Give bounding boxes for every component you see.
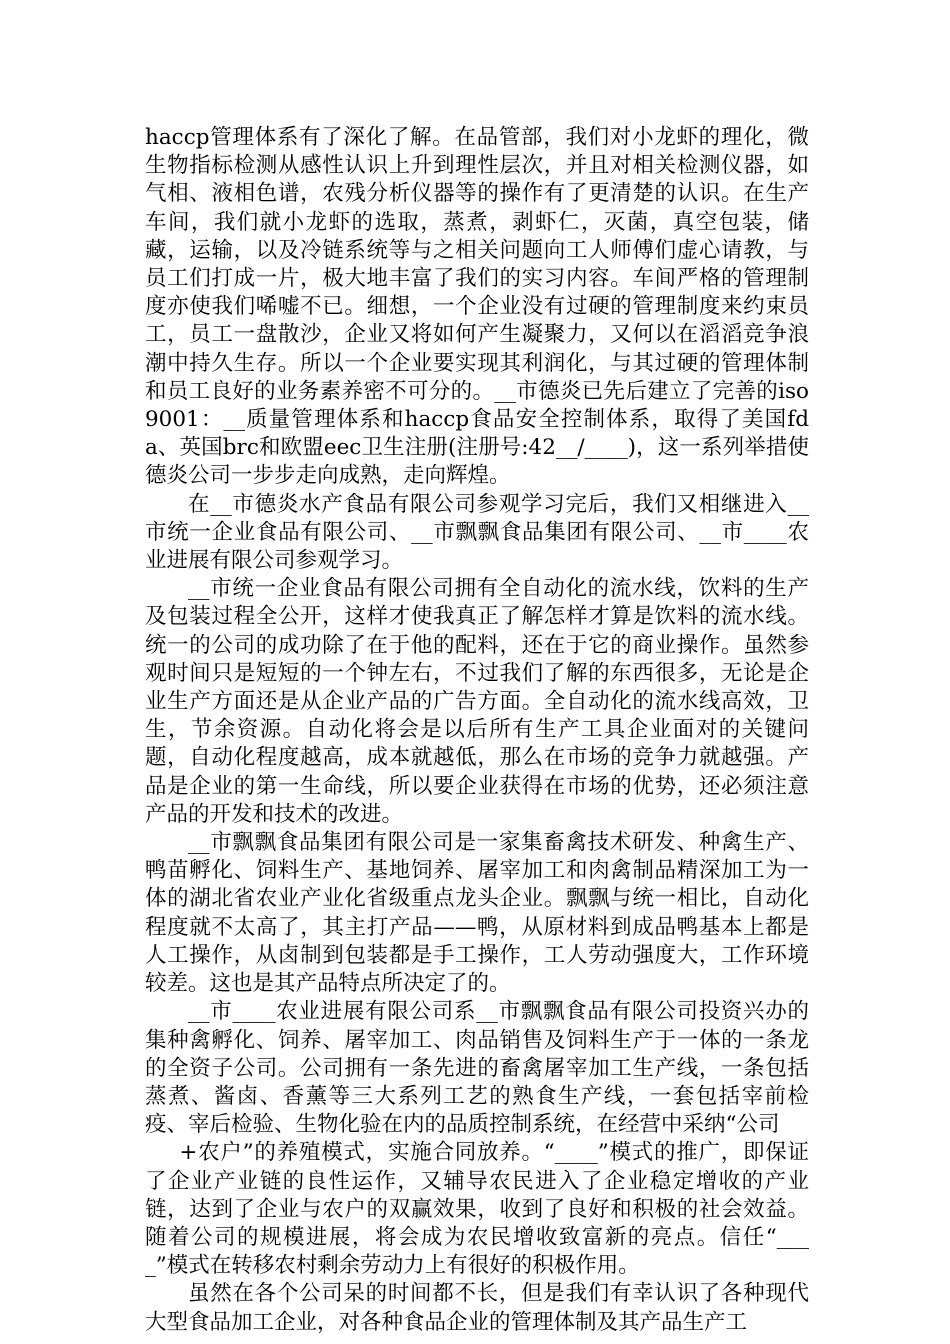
paragraph-piaopiao-group: __市飘飘食品集团有限公司是一家集畜禽技术研发、种禽生产、鸭苗孵化、饲料生产、基地饲养、屠宰加工和肉禽制品精深加工为一体的湖北省农业产业化省级重点龙头企业。飘飘与统一相比，自动化程度就不太高了，其主打产品——鸭，从原材料到成品鸭基本上都是人工操作，从卤制到包装都是手工操作，工人劳动强度大，工作环境较差。这也是其产品特点所决定了的。 xyxy=(145,830,809,997)
paragraph-haccp-management: haccp管理体系有了深化了解。在品管部，我们对小龙虾的理化，微生物指标检测从感性认识上升到理性层次，并且对相关检测仪器，如气相、液相色谱，农残分析仪器等的操作有了更清楚的认识。在生产车间，我们就小龙虾的选取，蒸煮，剥虾仁，灭菌，真空包装，储藏，运输，以及冷链系统等与之相关问题向工人师傅们虚心请教，与员工们打成一片，极大地丰富了我们的实习内容。车间严格的管理制度亦使我们唏嘘不已。细想，一个企业没有过硬的管理制度来约束员工，员工一盘散沙，企业又将如何产生凝聚力，又何以在滔滔竞争浪潮中持久生存。所以一个企业要实现其利润化，与其过硬的管理体制和员工良好的业务素养密不可分的。__市德炎已先后建立了完善的iso9001：__质量管理体系和haccp食品安全控制体系，取得了美国fda、英国brc和欧盟eec卫生注册(注册号:42__/____)，这一系列举措使德炎公司一步步走向成熟，走向辉煌。 xyxy=(145,125,809,489)
paragraph-farmer-model: +农户”的养殖模式，实施合同放养。“____”模式的推广，即保证了企业产业链的良性运作，又辅导农民进入了企业稳定增收的产业链，达到了企业与农户的双赢效果，收到了良好和积极的社会效益。随着公司的规模进展，将会成为农民增收致富新的亮点。信任“____”模式在转移农村剩余劳动力上有很好的积极作用。 xyxy=(145,1140,809,1279)
paragraph-agriculture-company: __市____农业进展有限公司系__市飘飘食品有限公司投资兴办的集种禽孵化、饲养、屠宰加工、肉品销售及饲料生产于一体的一条龙的全资子公司。公司拥有一条先进的畜禽屠宰加工生产线，一条包括蒸煮、酱卤、香薰等三大系列工艺的熟食生产线，一套包括宰前检疫、宰后检验、生物化验在内的品质控制系统，在经营中采纳“公司 xyxy=(145,999,809,1138)
paragraph-visit-companies: 在__市德炎水产食品有限公司参观学习完后，我们又相继进入__市统一企业食品有限公司、__市飘飘食品集团有限公司、__市____农业进展有限公司参观学习。 xyxy=(145,491,809,574)
paragraph-summary: 虽然在各个公司呆的时间都不长，但是我们有幸认识了各种现代大型食品加工企业，对各种食品企业的管理体制及其产品生产工 xyxy=(145,1281,809,1335)
document-body xyxy=(145,124,809,1337)
paragraph-tongyi-company: __市统一企业食品有限公司拥有全自动化的流水线，饮料的生产及包装过程全公开，这样才使我真正了解怎样才算是饮料的流水线。统一的公司的成功除了在于他的配料，还在于它的商业操作。虽然参观时间只是短短的一个钟左右，不过我们了解的东西很多，无论是企业生产方面还是从企业产品的广告方面。全自动化的流水线高效，卫生，节余资源。自动化将会是以后所有生产工具企业面对的关键问题，自动化程度越高，成本就越低，那么在市场的竞争力就越强。产品是企业的第一生命线，所以要企业获得在市场的优势，还必须注意产品的开发和技术的改进。 xyxy=(145,576,809,827)
